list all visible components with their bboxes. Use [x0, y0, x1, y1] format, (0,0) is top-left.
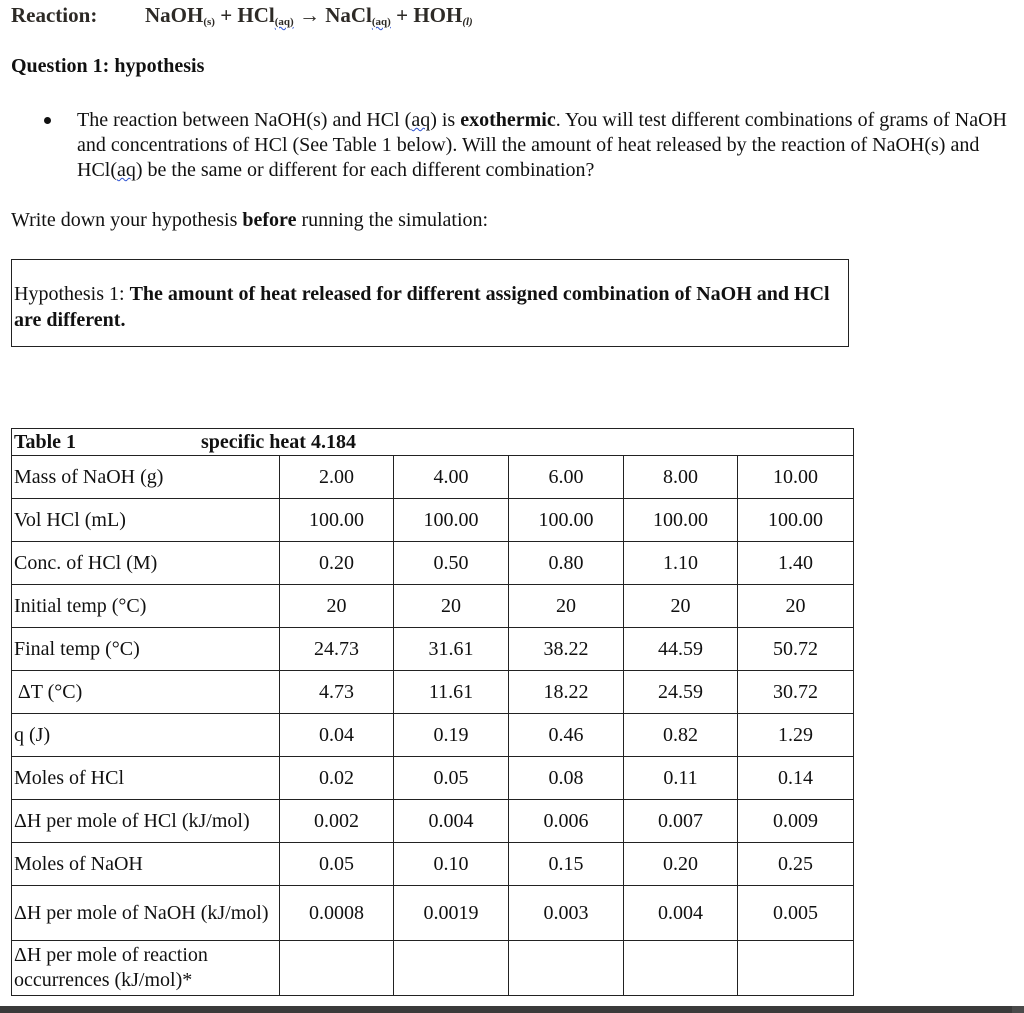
question-text: The reaction between NaOH(s) and HCl (aq) is exothermic. You will test different combinations of grams of NaOH and concentrations of HCl (See Table 1 below). Will the amount of heat released by the reaction of NaOH(s) and HCl(aq) be the same or different for each different combination?	[77, 109, 1007, 181]
cell: 50.72	[738, 628, 854, 671]
row-label: Initial temp (°C)	[12, 585, 280, 628]
state-aqueous: (aq)	[371, 16, 391, 28]
empty-input-cell[interactable]	[738, 941, 854, 996]
cell: 0.11	[624, 757, 738, 800]
row-label: Mass of NaOH (g)	[12, 456, 280, 499]
cell: 24.59	[624, 671, 738, 714]
empty-input-cell[interactable]	[280, 941, 394, 996]
data-table	[11, 428, 854, 996]
cell: 20	[509, 585, 624, 628]
hypothesis-text: The amount of heat released for different assigned combination of NaOH and HCl are different.	[14, 283, 830, 331]
cell: 0.04	[280, 714, 394, 757]
cell: 0.003	[509, 886, 624, 941]
question-title: Question 1: hypothesis	[11, 55, 205, 77]
table-row	[12, 886, 854, 941]
horizontal-scrollbar[interactable]	[0, 1006, 1024, 1013]
cell: 6.00	[509, 456, 624, 499]
cell: 100.00	[509, 499, 624, 542]
cell: 18.22	[509, 671, 624, 714]
cell: 0.25	[738, 843, 854, 886]
cell: 0.02	[280, 757, 394, 800]
cell: 100.00	[280, 499, 394, 542]
cell: 0.08	[509, 757, 624, 800]
cell: 1.10	[624, 542, 738, 585]
specific-heat: specific heat 4.184	[201, 430, 356, 453]
cell: 0.0008	[280, 886, 394, 941]
row-label: Moles of HCl	[12, 757, 280, 800]
cell: 0.004	[394, 800, 509, 843]
cell: 0.19	[394, 714, 509, 757]
table-row	[12, 941, 854, 996]
cell: 10.00	[738, 456, 854, 499]
cell: 0.14	[738, 757, 854, 800]
hypothesis-answer-box[interactable]	[11, 259, 849, 347]
cell: 4.73	[280, 671, 394, 714]
cell: 0.10	[394, 843, 509, 886]
cell: 1.29	[738, 714, 854, 757]
reactant-naoh: NaOH	[145, 3, 204, 27]
row-label: Vol HCl (mL)	[12, 499, 280, 542]
table-row	[12, 628, 854, 671]
cell: 31.61	[394, 628, 509, 671]
spellcheck-word: aq	[411, 109, 431, 131]
state-aqueous: (aq)	[274, 16, 294, 28]
cell: 20	[280, 585, 394, 628]
cell: 44.59	[624, 628, 738, 671]
row-label: ΔT (°C)	[12, 671, 280, 714]
cell: 0.46	[509, 714, 624, 757]
instruction-text: Write down your hypothesis before running the simulation:	[11, 209, 489, 231]
cell: 0.15	[509, 843, 624, 886]
spellcheck-word: aq	[117, 159, 136, 181]
cell: 100.00	[624, 499, 738, 542]
row-label: q (J)	[12, 714, 280, 757]
table-row	[12, 800, 854, 843]
cell: 0.005	[738, 886, 854, 941]
hypothesis-label: Hypothesis 1:	[14, 283, 130, 305]
state-solid: (s)	[203, 16, 215, 28]
row-label: Moles of NaOH	[12, 843, 280, 886]
product-hoh: HOH	[413, 3, 463, 27]
cell: 20	[394, 585, 509, 628]
cell: 11.61	[394, 671, 509, 714]
table-row	[12, 499, 854, 542]
reactant-hcl: HCl	[237, 3, 275, 27]
empty-input-cell[interactable]	[509, 941, 624, 996]
scrollbar-thumb[interactable]	[1012, 1006, 1024, 1013]
plus-sign: +	[214, 3, 238, 27]
cell: 0.002	[280, 800, 394, 843]
cell: 0.05	[280, 843, 394, 886]
reaction-equation	[11, 3, 473, 28]
cell: 100.00	[394, 499, 509, 542]
cell: 20	[738, 585, 854, 628]
state-liquid: (l)	[462, 16, 473, 28]
cell: 0.009	[738, 800, 854, 843]
empty-input-cell[interactable]	[624, 941, 738, 996]
cell: 0.007	[624, 800, 738, 843]
table-title-cell	[12, 429, 854, 456]
table-row	[12, 456, 854, 499]
table-row	[12, 585, 854, 628]
cell: 0.20	[280, 542, 394, 585]
cell: 0.82	[624, 714, 738, 757]
cell: 0.0019	[394, 886, 509, 941]
table-row	[12, 671, 854, 714]
cell: 2.00	[280, 456, 394, 499]
table-row	[12, 542, 854, 585]
cell: 0.50	[394, 542, 509, 585]
emphasis-before: before	[242, 209, 297, 231]
cell: 0.20	[624, 843, 738, 886]
table-title-row	[12, 429, 854, 456]
bullet-icon	[44, 117, 51, 124]
cell: 20	[624, 585, 738, 628]
question-bullet	[40, 108, 1015, 183]
cell: 0.004	[624, 886, 738, 941]
cell: 0.80	[509, 542, 624, 585]
table-title: Table 1	[14, 430, 77, 453]
cell: 0.05	[394, 757, 509, 800]
cell: 1.40	[738, 542, 854, 585]
cell: 38.22	[509, 628, 624, 671]
cell: 24.73	[280, 628, 394, 671]
cell: 30.72	[738, 671, 854, 714]
table-row	[12, 757, 854, 800]
cell: 4.00	[394, 456, 509, 499]
row-label: Conc. of HCl (M)	[12, 542, 280, 585]
emphasis-exothermic: exothermic	[460, 109, 556, 131]
cell: 100.00	[738, 499, 854, 542]
reaction-label: Reaction:	[11, 3, 98, 27]
cell: 0.006	[509, 800, 624, 843]
row-label: ΔH per mole of NaOH (kJ/mol)	[12, 886, 280, 941]
empty-input-cell[interactable]	[394, 941, 509, 996]
row-label: ΔH per mole of reaction occurrences (kJ/mol)*	[12, 941, 280, 996]
row-label: ΔH per mole of HCl (kJ/mol)	[12, 800, 280, 843]
table-row	[12, 714, 854, 757]
product-nacl: NaCl	[325, 3, 372, 27]
cell: 8.00	[624, 456, 738, 499]
row-label: Final temp (°C)	[12, 628, 280, 671]
reaction-arrow: →	[293, 3, 326, 27]
table-row	[12, 843, 854, 886]
plus-sign: +	[390, 3, 414, 27]
